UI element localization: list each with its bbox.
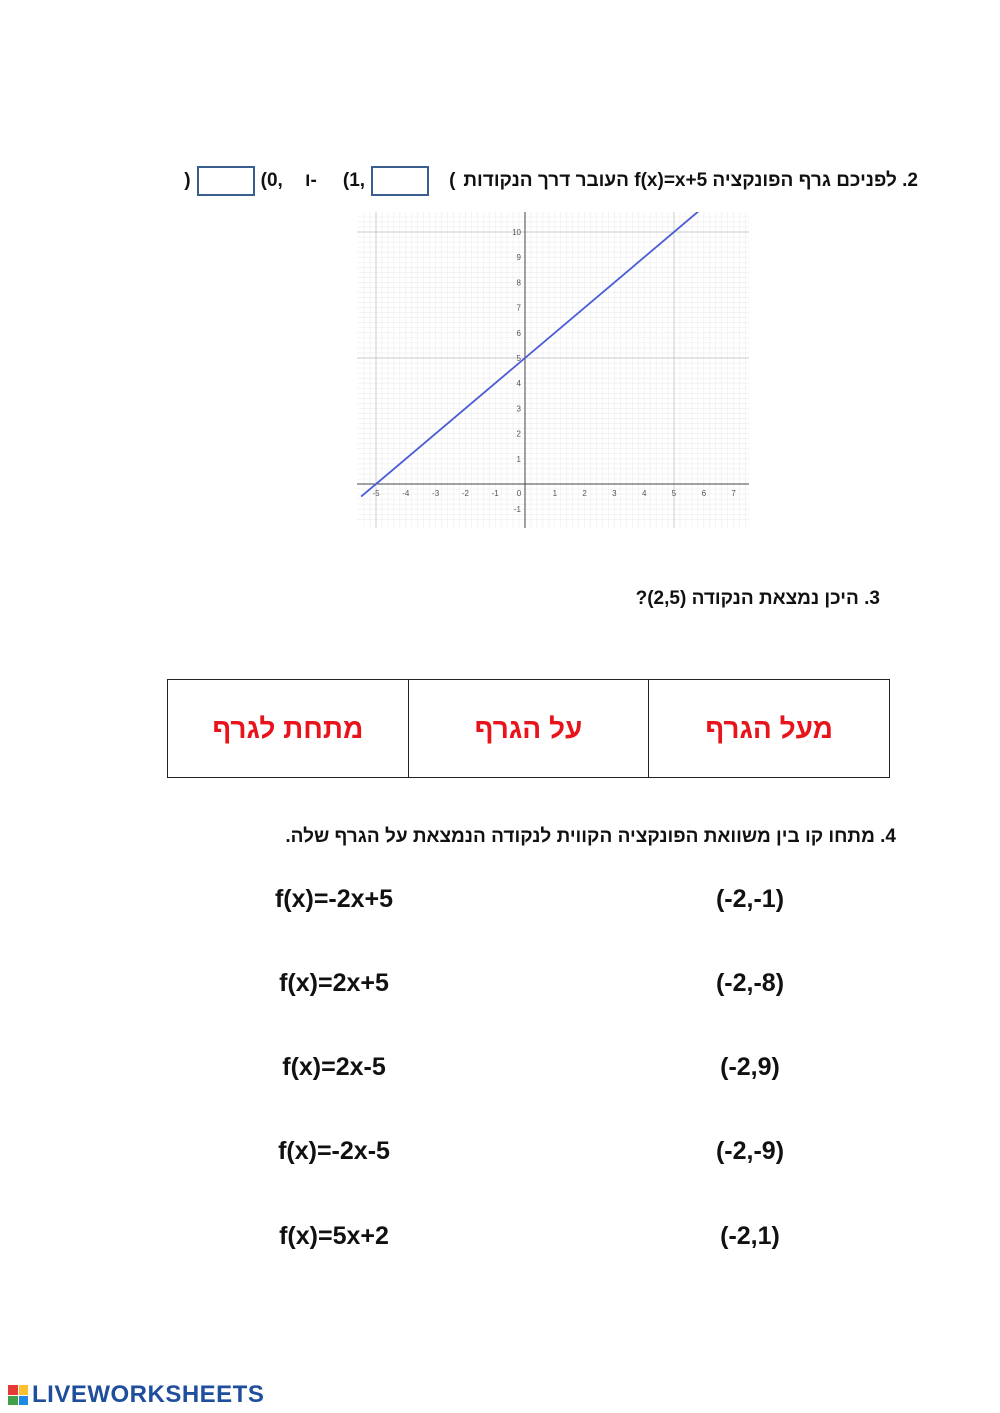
x-tick-label: -1: [491, 489, 499, 498]
function-item-2[interactable]: f(x)=2x+5: [279, 969, 389, 997]
y-tick-label: -1: [513, 505, 521, 515]
x-tick-label: 5: [671, 489, 677, 498]
q2-and: ו-: [304, 170, 317, 191]
y-tick-label: 3: [516, 404, 521, 414]
function-item-3[interactable]: f(x)=2x-5: [282, 1053, 386, 1081]
x-tick-label: 0: [516, 489, 522, 498]
y-tick-label: 8: [516, 278, 521, 288]
question-4: 4. מתחו קו בין משוואת הפונקציה הקווית לנקודה הנמצאת על הגרף שלה.: [285, 826, 896, 847]
question-2: [184, 166, 918, 196]
choice-table: [167, 679, 890, 778]
choice-below-graph[interactable]: מתחת לגרף: [168, 680, 409, 778]
y-tick-label: 7: [516, 303, 521, 313]
y-tick-label: 2: [516, 429, 521, 439]
y-tick-label: 9: [516, 253, 521, 263]
y-tick-label: 10: [512, 228, 521, 237]
point-item-4[interactable]: (-2,-9): [715, 1137, 785, 1165]
choice-above-graph[interactable]: מעל הגרף: [649, 680, 890, 778]
y-tick-label: 5: [516, 354, 521, 363]
function-item-5[interactable]: f(x)=5x+2: [279, 1222, 389, 1250]
q2-text: 2. לפניכם גרף הפונקציה f(x)=x+5 העובר דרך הנקודות: [463, 170, 918, 191]
point-item-5[interactable]: (-2,1): [720, 1222, 780, 1250]
x-tick-label: 2: [582, 489, 587, 498]
answer-box-zero[interactable]: [197, 166, 255, 196]
x-tick-label: -4: [402, 489, 410, 498]
footer-logo: [8, 1381, 264, 1409]
choice-on-graph[interactable]: על הגרף: [408, 680, 649, 778]
question-3: 3. היכן נמצאת הנקודה (2,5)?: [635, 588, 880, 609]
x-tick-label: -2: [461, 489, 469, 498]
function-item-4[interactable]: f(x)=-2x-5: [278, 1137, 390, 1165]
x-tick-label: -3: [432, 489, 440, 498]
function-item-1[interactable]: f(x)=-2x+5: [274, 885, 394, 913]
function-graph: [357, 212, 749, 528]
point-item-3[interactable]: (-2,9): [720, 1053, 780, 1081]
x-tick-label: 6: [701, 489, 707, 498]
y-tick-label: 1: [516, 454, 521, 464]
x-tick-label: 1: [552, 489, 558, 498]
q2-close-paren: ): [184, 170, 191, 191]
q2-point-one: (1,: [342, 170, 366, 191]
q2-point-zero: (0,: [260, 170, 283, 191]
x-tick-label: 7: [731, 489, 736, 498]
y-tick-label: 6: [516, 328, 521, 338]
x-tick-label: -5: [372, 489, 380, 498]
brand-name: LIVEWORKSHEETS: [32, 1381, 265, 1408]
x-tick-label: 3: [612, 489, 617, 498]
answer-box-one[interactable]: [371, 166, 429, 196]
x-tick-label: 4: [641, 489, 647, 498]
q2-open-paren: (: [449, 170, 456, 191]
point-item-1[interactable]: (-2,-1): [715, 885, 785, 913]
point-item-2[interactable]: (-2,-8): [715, 969, 785, 997]
y-tick-label: 4: [516, 379, 521, 389]
liveworksheets-logo-icon: [8, 1385, 28, 1405]
